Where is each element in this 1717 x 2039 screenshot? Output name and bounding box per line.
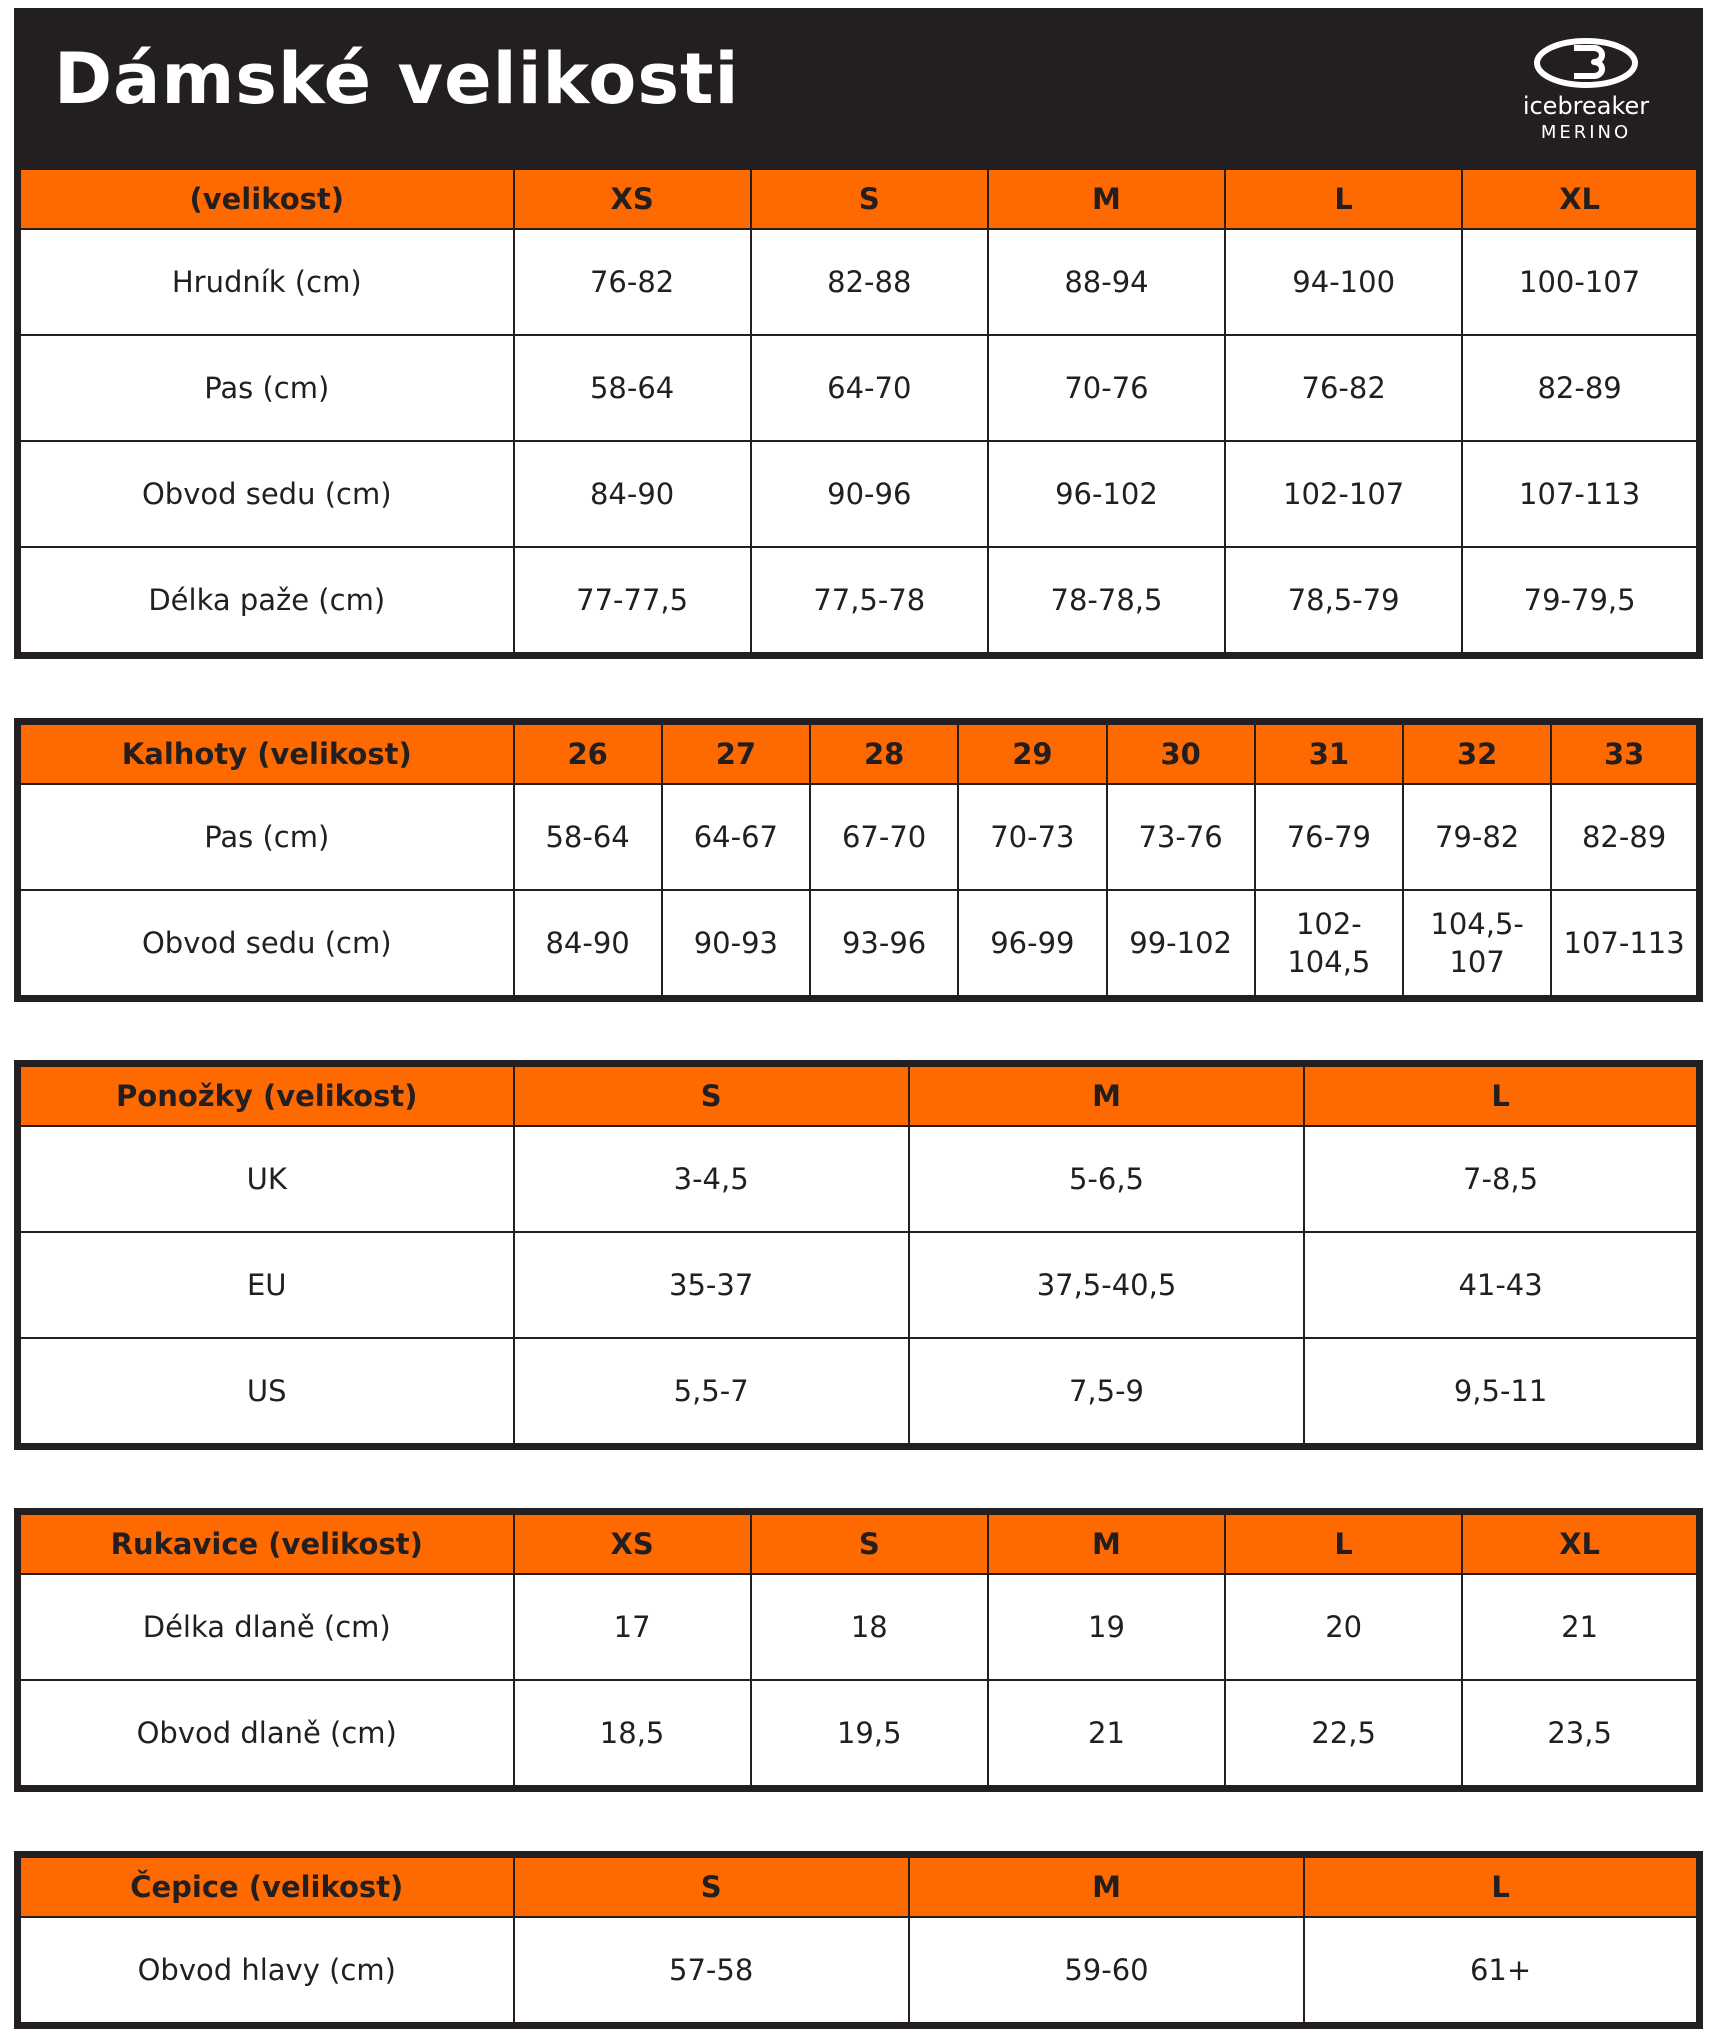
header-cell: (velikost) <box>18 167 514 230</box>
table-cell: 20 <box>1225 1574 1462 1680</box>
header-cell: M <box>909 1064 1304 1127</box>
table-cell: 18 <box>751 1574 988 1680</box>
table-cell: 100-107 <box>1462 229 1699 335</box>
table-cell: 84-90 <box>514 441 751 547</box>
table-cell: 93-96 <box>810 890 958 999</box>
table-cell: 61+ <box>1304 1917 1699 2026</box>
table-cell: 107-113 <box>1462 441 1699 547</box>
header-cell: S <box>514 1855 909 1918</box>
table-row <box>18 1338 1700 1447</box>
table-cell: 59-60 <box>909 1917 1304 2026</box>
table-cell: 19 <box>988 1574 1225 1680</box>
table-cell: 79-82 <box>1403 784 1551 890</box>
row-label: UK <box>18 1126 514 1232</box>
table-cell: 3-4,5 <box>514 1126 909 1232</box>
socks-size-table <box>14 1060 1703 1450</box>
table-cell: 76-82 <box>514 229 751 335</box>
brand-logo <box>1496 38 1676 148</box>
table-cell: 64-70 <box>751 335 988 441</box>
table-cell: 88-94 <box>988 229 1225 335</box>
header-cell: L <box>1304 1064 1699 1127</box>
row-label: Pas (cm) <box>18 784 514 890</box>
table-cell: 102-107 <box>1225 441 1462 547</box>
row-label: EU <box>18 1232 514 1338</box>
table-cell: 73-76 <box>1107 784 1255 890</box>
table-cell: 17 <box>514 1574 751 1680</box>
table-cell: 78-78,5 <box>988 547 1225 656</box>
header-cell: S <box>751 167 988 230</box>
table-cell: 21 <box>988 1680 1225 1789</box>
tops-size-table <box>14 163 1703 659</box>
table-cell: 82-89 <box>1551 784 1699 890</box>
table-cell: 77-77,5 <box>514 547 751 656</box>
table-cell: 22,5 <box>1225 1680 1462 1789</box>
header-cell: 27 <box>662 722 810 785</box>
table-row <box>18 1680 1700 1789</box>
header-cell: XS <box>514 1512 751 1575</box>
row-label: US <box>18 1338 514 1447</box>
table-cell: 58-64 <box>514 784 662 890</box>
header-cell: Rukavice (velikost) <box>18 1512 514 1575</box>
table-cell: 58-64 <box>514 335 751 441</box>
table-cell: 19,5 <box>751 1680 988 1789</box>
table-cell: 77,5-78 <box>751 547 988 656</box>
row-label: Obvod sedu (cm) <box>18 441 514 547</box>
header-cell: 28 <box>810 722 958 785</box>
table-cell: 5,5-7 <box>514 1338 909 1447</box>
table-header-row <box>18 1855 1700 1918</box>
header-cell: 30 <box>1107 722 1255 785</box>
table-row <box>18 229 1700 335</box>
table-header-row <box>18 167 1700 230</box>
header-cell: Ponožky (velikost) <box>18 1064 514 1127</box>
table-cell: 9,5-11 <box>1304 1338 1699 1447</box>
table-cell: 70-73 <box>958 784 1106 890</box>
table-row <box>18 1126 1700 1232</box>
table-header-row <box>18 722 1700 785</box>
header-cell: M <box>988 1512 1225 1575</box>
header-cell: XS <box>514 167 751 230</box>
header-cell: XL <box>1462 167 1699 230</box>
table-cell: 37,5-40,5 <box>909 1232 1304 1338</box>
header-cell: M <box>909 1855 1304 1918</box>
table-cell: 82-88 <box>751 229 988 335</box>
row-label: Délka dlaně (cm) <box>18 1574 514 1680</box>
gloves-size-table <box>14 1508 1703 1792</box>
table-cell: 67-70 <box>810 784 958 890</box>
table-cell: 78,5-79 <box>1225 547 1462 656</box>
table-cell: 96-102 <box>988 441 1225 547</box>
table-cell: 96-99 <box>958 890 1106 999</box>
header-cell: Kalhoty (velikost) <box>18 722 514 785</box>
hats-size-table <box>14 1851 1703 2029</box>
table-cell: 57-58 <box>514 1917 909 2026</box>
table-cell: 102-104,5 <box>1255 890 1403 999</box>
table-cell: 90-93 <box>662 890 810 999</box>
header-cell: M <box>988 167 1225 230</box>
header-cell: XL <box>1462 1512 1699 1575</box>
row-label: Délka paže (cm) <box>18 547 514 656</box>
table-row <box>18 784 1700 890</box>
table-row <box>18 1232 1700 1338</box>
table-row <box>18 1917 1700 2026</box>
table-cell: 64-67 <box>662 784 810 890</box>
table-header-row <box>18 1064 1700 1127</box>
table-cell: 94-100 <box>1225 229 1462 335</box>
table-row <box>18 441 1700 547</box>
table-cell: 90-96 <box>751 441 988 547</box>
row-label: Obvod sedu (cm) <box>18 890 514 999</box>
table-cell: 79-79,5 <box>1462 547 1699 656</box>
logo-wordmark: icebreaker <box>1522 92 1650 120</box>
table-cell: 41-43 <box>1304 1232 1699 1338</box>
table-cell: 99-102 <box>1107 890 1255 999</box>
table-row <box>18 890 1700 999</box>
pants-size-table <box>14 718 1703 1002</box>
table-cell: 107-113 <box>1551 890 1699 999</box>
header-cell: 29 <box>958 722 1106 785</box>
table-cell: 7-8,5 <box>1304 1126 1699 1232</box>
row-label: Pas (cm) <box>18 335 514 441</box>
table-cell: 82-89 <box>1462 335 1699 441</box>
table-cell: 21 <box>1462 1574 1699 1680</box>
table-cell: 18,5 <box>514 1680 751 1789</box>
header-cell: 26 <box>514 722 662 785</box>
table-cell: 84-90 <box>514 890 662 999</box>
table-row <box>18 335 1700 441</box>
table-cell: 76-79 <box>1255 784 1403 890</box>
table-cell: 5-6,5 <box>909 1126 1304 1232</box>
table-cell: 70-76 <box>988 335 1225 441</box>
logo-subtitle: MERINO <box>1540 122 1632 143</box>
icebreaker-logo-icon <box>1534 38 1638 88</box>
header-cell: S <box>751 1512 988 1575</box>
table-cell: 7,5-9 <box>909 1338 1304 1447</box>
table-row <box>18 1574 1700 1680</box>
header-cell: Čepice (velikost) <box>18 1855 514 1918</box>
table-cell: 104,5-107 <box>1403 890 1551 999</box>
table-cell: 23,5 <box>1462 1680 1699 1789</box>
row-label: Hrudník (cm) <box>18 229 514 335</box>
page-title: Dámské velikosti <box>54 38 740 120</box>
header-cell: L <box>1225 167 1462 230</box>
header-cell: 32 <box>1403 722 1551 785</box>
header-cell: S <box>514 1064 909 1127</box>
header-cell: 33 <box>1551 722 1699 785</box>
table-cell: 35-37 <box>514 1232 909 1338</box>
row-label: Obvod hlavy (cm) <box>18 1917 514 2026</box>
header-cell: 31 <box>1255 722 1403 785</box>
table-row <box>18 547 1700 656</box>
table-header-row <box>18 1512 1700 1575</box>
header-cell: L <box>1225 1512 1462 1575</box>
header-cell: L <box>1304 1855 1699 1918</box>
table-cell: 76-82 <box>1225 335 1462 441</box>
row-label: Obvod dlaně (cm) <box>18 1680 514 1789</box>
